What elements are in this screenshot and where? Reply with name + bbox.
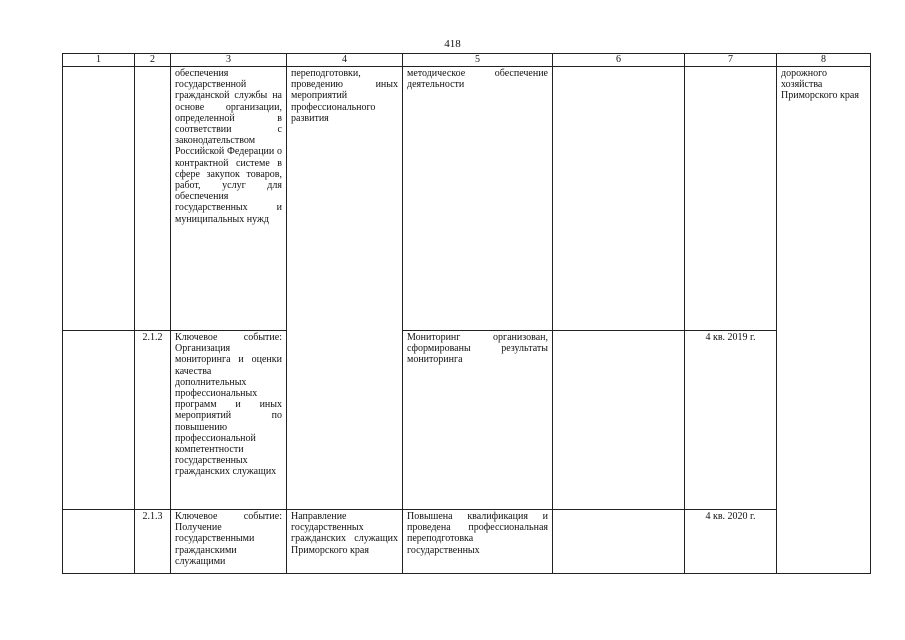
cell-col1 [63, 331, 135, 510]
cell-col7: 4 кв. 2020 г. [685, 510, 777, 574]
cell-col6 [553, 331, 685, 510]
cell-col3: Ключевое событие: Получение государственными гражданскими служащими [171, 510, 287, 574]
cell-col4: переподготовки, проведению иных мероприятий профессионального развития [287, 67, 403, 510]
cell-col6 [553, 67, 685, 331]
table-row [63, 510, 871, 574]
cell-col3: Ключевое событие: Организация мониторинга и оценки качества дополнительных профессиональных программ и иных мероприятий по повышению профессиональной компетентности государственных гражданских служащих [171, 331, 287, 510]
column-header: 6 [553, 54, 685, 67]
cell-col7 [685, 67, 777, 331]
cell-col5: методическое обеспечение деятельности [403, 67, 553, 331]
column-header: 8 [777, 54, 871, 67]
column-header: 3 [171, 54, 287, 67]
cell-col4: Направление государственных гражданских служащих Приморского края [287, 510, 403, 574]
cell-col8: дорожного хозяйства Приморского края [777, 67, 871, 574]
cell-col7: 4 кв. 2019 г. [685, 331, 777, 510]
cell-col1 [63, 510, 135, 574]
cell-col2: 2.1.3 [135, 510, 171, 574]
cell-col2 [135, 67, 171, 331]
table-header-row [63, 54, 871, 67]
plan-table [62, 53, 871, 574]
table-row [63, 67, 871, 331]
cell-col1 [63, 67, 135, 331]
table-row [63, 331, 871, 510]
cell-col3: обеспечения государственной гражданской службы на основе организации, определенной в соответствии с законодательством Российской Федерации о контрактной системе в сфере закупок товаров, работ, услуг для обеспечения государственных и муниципальных нужд [171, 67, 287, 331]
column-header: 7 [685, 54, 777, 67]
column-header: 2 [135, 54, 171, 67]
page-number: 418 [444, 38, 461, 50]
column-header: 4 [287, 54, 403, 67]
column-header: 1 [63, 54, 135, 67]
cell-col2: 2.1.2 [135, 331, 171, 510]
cell-col6 [553, 510, 685, 574]
cell-col5: Мониторинг организован, сформированы результаты мониторинга [403, 331, 553, 510]
column-header: 5 [403, 54, 553, 67]
cell-col5: Повышена квалификация и проведена профессиональная переподготовка государственных [403, 510, 553, 574]
